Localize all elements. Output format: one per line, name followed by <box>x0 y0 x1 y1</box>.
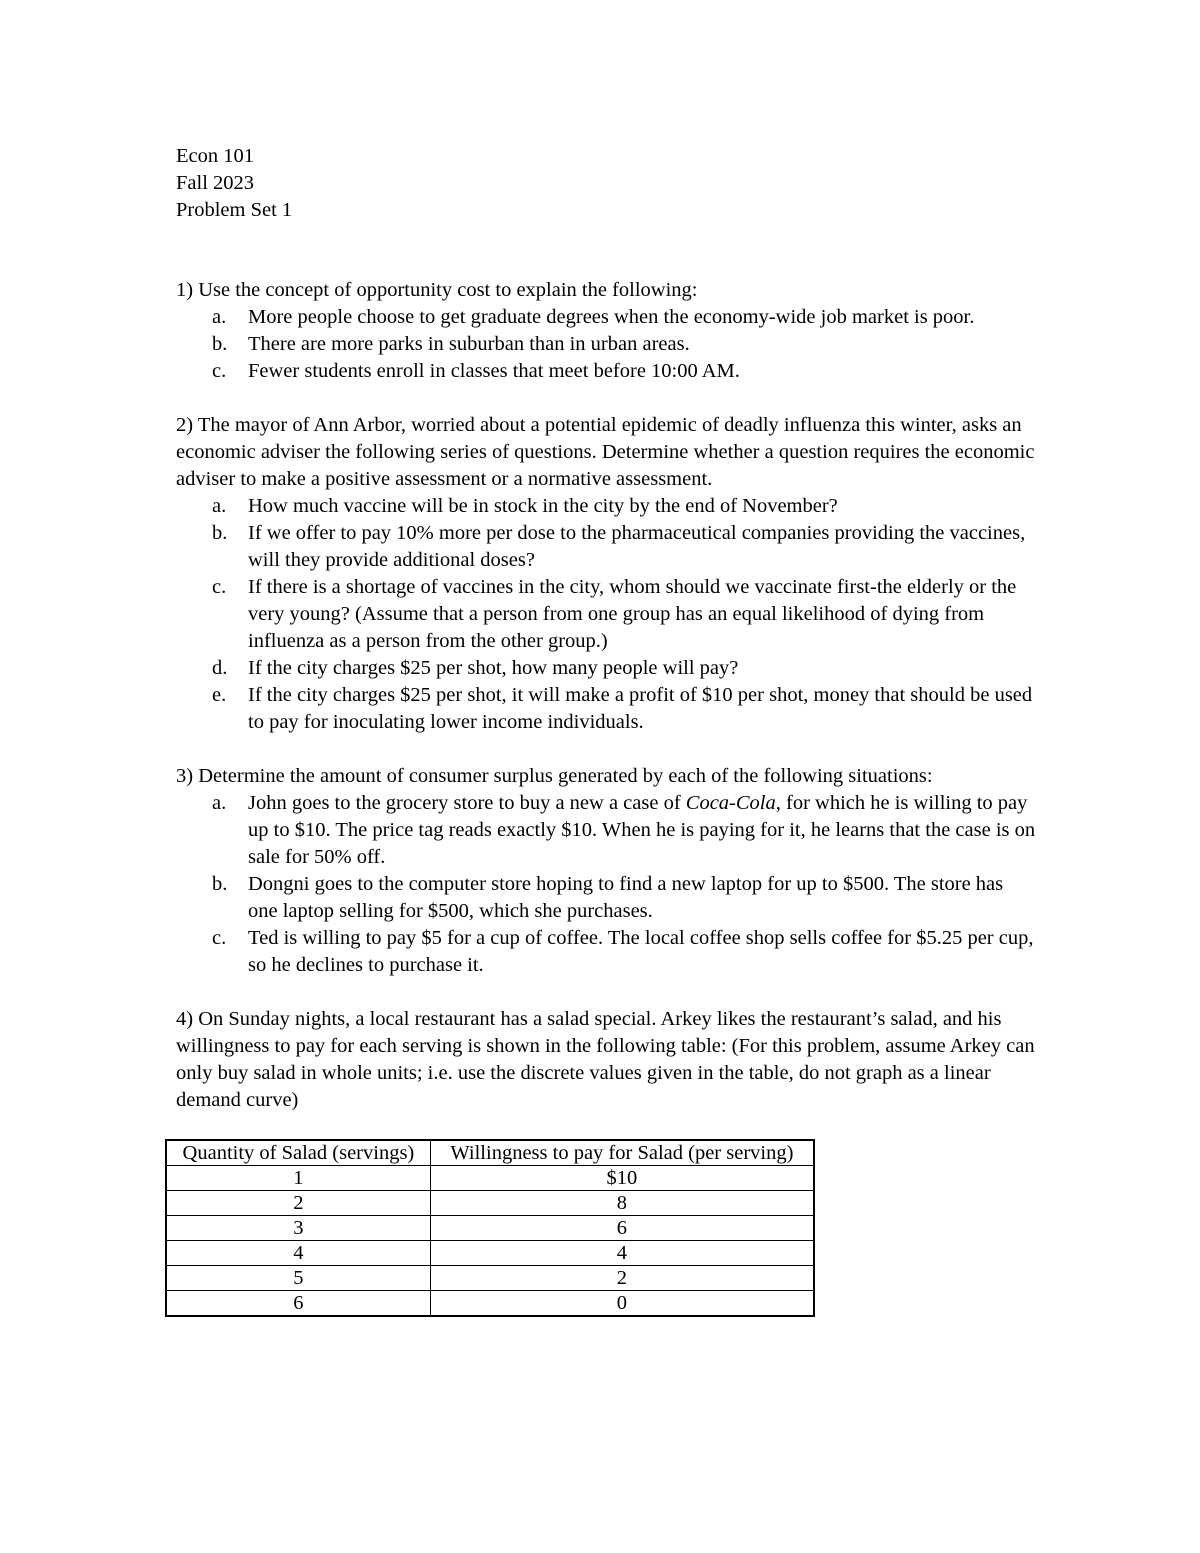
question-3 <box>176 763 1036 979</box>
question-1-text: 1) Use the concept of opportunity cost to explain the following: <box>176 279 698 301</box>
table-row <box>166 1241 814 1266</box>
item-text: More people choose to get graduate degrees when the economy-wide job market is poor. <box>248 306 975 328</box>
item-text: Ted is willing to pay $5 for a cup of coffee. The local coffee shop sells coffee for $5.25 per cup, so he declines to purchase it. <box>248 927 1034 976</box>
document-header <box>176 143 1036 224</box>
list-item <box>176 925 1036 979</box>
document-page <box>176 143 1036 1317</box>
question-1-items <box>176 304 1036 385</box>
question-3-text: 3) Determine the amount of consumer surplus generated by each of the following situations: <box>176 765 933 787</box>
item-text: If the city charges $25 per shot, how many people will pay? <box>248 657 739 679</box>
table-cell: 0 <box>430 1291 814 1317</box>
table-row <box>166 1291 814 1317</box>
item-marker: c. <box>212 927 227 949</box>
question-4 <box>176 1006 1036 1317</box>
table-header-cell: Willingness to pay for Salad (per serving) <box>430 1140 814 1166</box>
list-item <box>176 331 1036 358</box>
item-marker: a. <box>212 792 227 814</box>
table-header-row <box>166 1140 814 1166</box>
table-cell: $10 <box>430 1166 814 1191</box>
list-item <box>176 304 1036 331</box>
table-cell: 4 <box>430 1241 814 1266</box>
table-cell: 6 <box>166 1291 430 1317</box>
table-row <box>166 1191 814 1216</box>
question-4-text: 4) On Sunday nights, a local restaurant has a salad special. Arkey likes the restaurant’s salad, and his willingness to pay for each serving is shown in the following table: (For this problem, assume Arkey can only buy salad in whole units; i.e. use the discrete values given in the table, do not graph as a linear demand curve) <box>176 1008 1035 1111</box>
list-item <box>176 682 1036 736</box>
question-2-text: 2) The mayor of Ann Arbor, worried about a potential epidemic of deadly influenza this winter, asks an economic adviser the following series of questions. Determine whether a question requires the economic adviser to make a positive assessment or a normative assessment. <box>176 414 1035 490</box>
list-item <box>176 871 1036 925</box>
wtp-table-wrapper <box>176 1139 1036 1317</box>
table-cell: 2 <box>430 1266 814 1291</box>
table-row <box>166 1266 814 1291</box>
item-text-pre: John goes to the grocery store to buy a new a case of <box>248 792 686 814</box>
item-marker: a. <box>212 306 227 328</box>
list-item <box>176 358 1036 385</box>
table-cell: 3 <box>166 1216 430 1241</box>
list-item <box>176 520 1036 574</box>
item-text-post: , for which he is willing to pay up to $10. The price tag reads exactly $10. When he is paying for it, he learns that the case is on sale for 50% off. <box>248 792 1036 868</box>
table-cell: 8 <box>430 1191 814 1216</box>
item-text: How much vaccine will be in stock in the city by the end of November? <box>248 495 838 517</box>
question-2-items <box>176 493 1036 736</box>
item-text: If we offer to pay 10% more per dose to the pharmaceutical companies providing the vaccines, will they provide additional doses? <box>248 522 1026 571</box>
item-text: If there is a shortage of vaccines in the city, whom should we vaccinate first-the elderly or the very young? (Assume that a person from one group has an equal likelihood of dying from influenza as a person from the other group.) <box>248 576 1017 652</box>
question-2 <box>176 412 1036 736</box>
item-marker: e. <box>212 684 227 706</box>
item-marker: b. <box>212 522 228 544</box>
item-marker: c. <box>212 576 227 598</box>
item-marker: d. <box>212 657 228 679</box>
table-cell: 4 <box>166 1241 430 1266</box>
list-item <box>176 790 1036 871</box>
document-title: Problem Set 1 <box>176 199 293 221</box>
item-marker: a. <box>212 495 227 517</box>
willingness-to-pay-table <box>165 1139 815 1317</box>
item-marker: b. <box>212 873 228 895</box>
question-3-items <box>176 790 1036 979</box>
item-text: If the city charges $25 per shot, it will make a profit of $10 per shot, money that should be used to pay for inoculating lower income individuals. <box>248 684 1033 733</box>
item-text: There are more parks in suburban than in urban areas. <box>248 333 690 355</box>
list-item <box>176 574 1036 655</box>
table-header-cell: Quantity of Salad (servings) <box>166 1140 430 1166</box>
list-item <box>176 655 1036 682</box>
item-text: Fewer students enroll in classes that meet before 10:00 AM. <box>248 360 740 382</box>
table-cell: 2 <box>166 1191 430 1216</box>
item-marker: b. <box>212 333 228 355</box>
term: Fall 2023 <box>176 172 255 194</box>
table-row <box>166 1166 814 1191</box>
table-row <box>166 1216 814 1241</box>
item-text-brand: Coca-Cola <box>685 792 776 814</box>
list-item <box>176 493 1036 520</box>
course-name: Econ 101 <box>176 145 254 167</box>
question-1 <box>176 277 1036 385</box>
table-cell: 1 <box>166 1166 430 1191</box>
table-cell: 6 <box>430 1216 814 1241</box>
item-text: Dongni goes to the computer store hoping to find a new laptop for up to $500. The store has one laptop selling for $500, which she purchases. <box>248 873 1004 922</box>
table-cell: 5 <box>166 1266 430 1291</box>
item-marker: c. <box>212 360 227 382</box>
